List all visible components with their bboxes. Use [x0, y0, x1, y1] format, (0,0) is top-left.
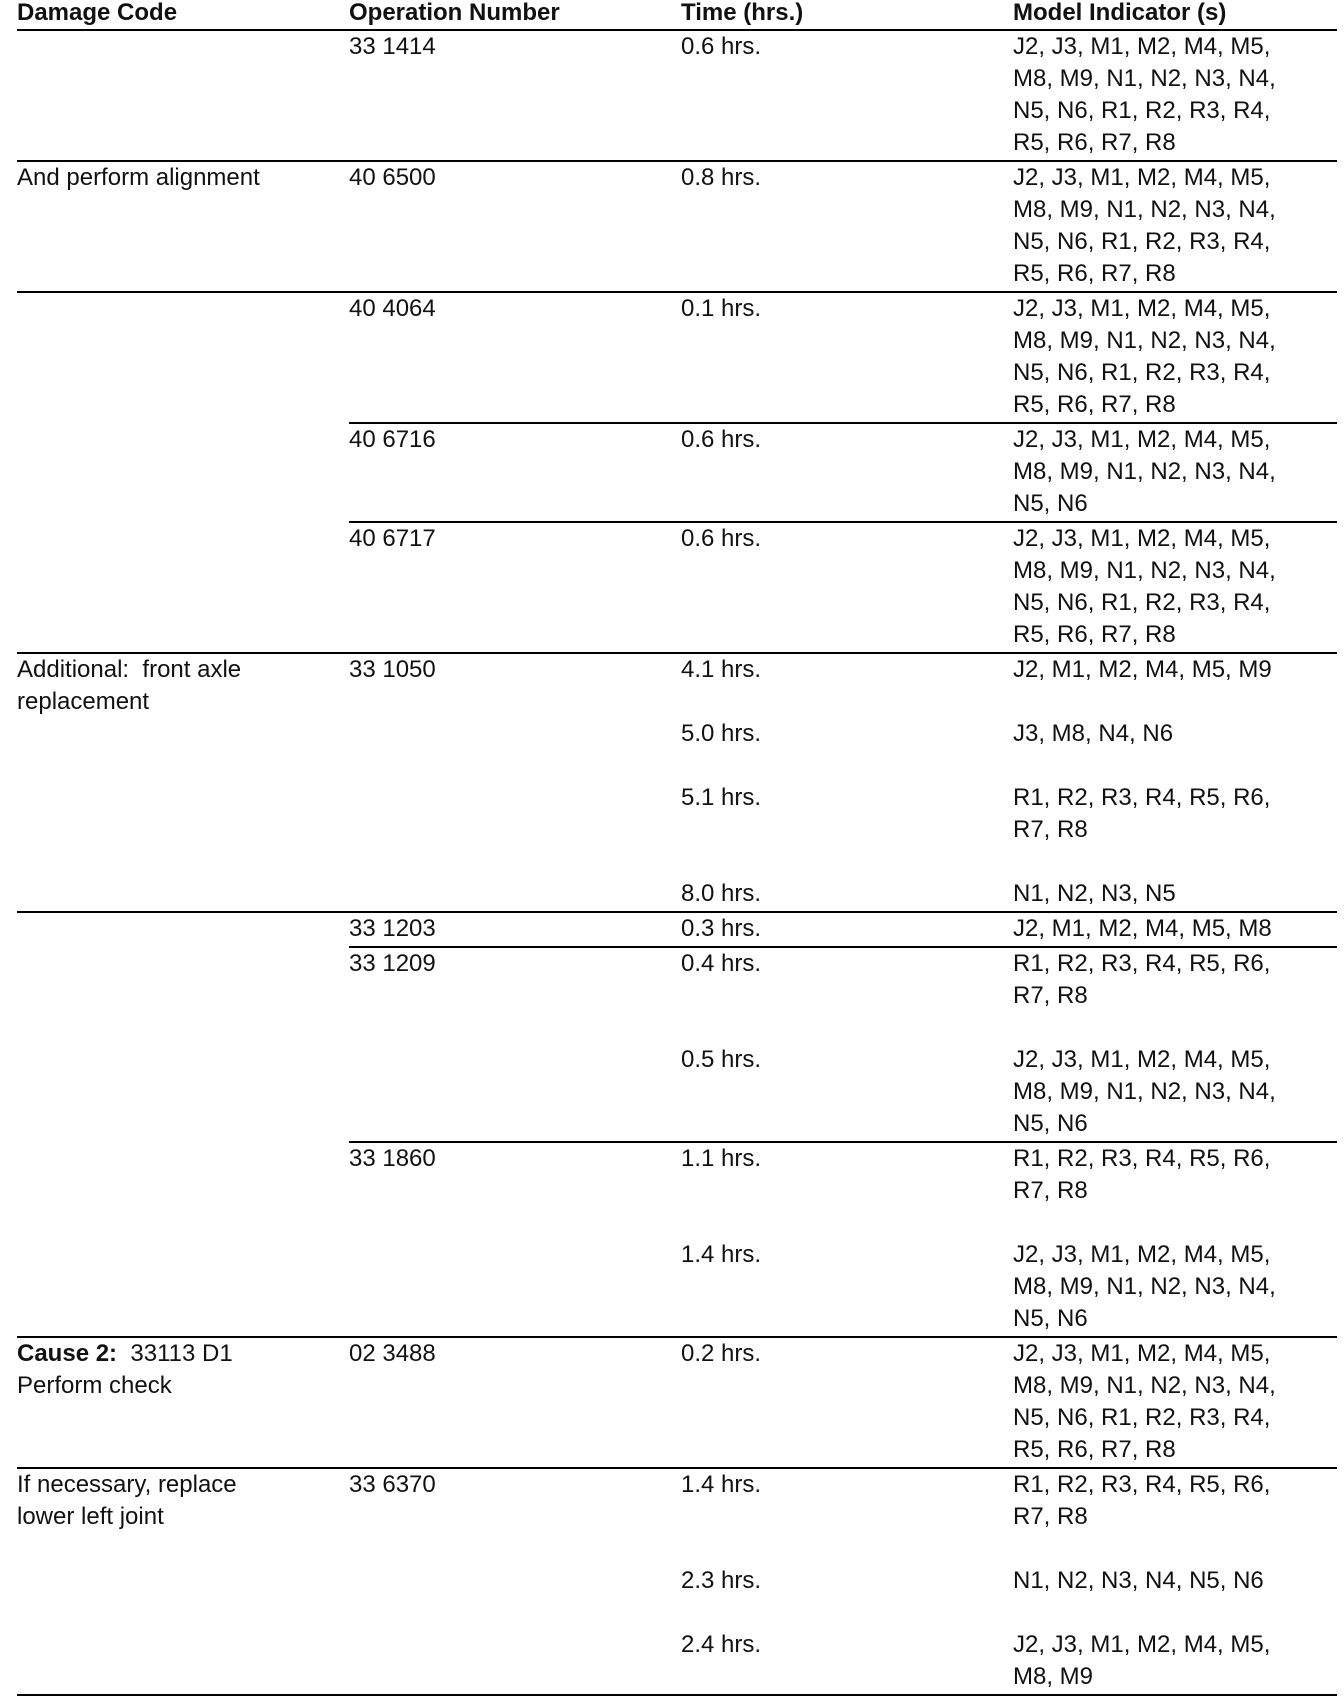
time-cell: 0.4 hrs. — [681, 950, 762, 977]
damage-code-cell — [17, 686, 149, 718]
operation-number-cell: 40 6717 — [349, 525, 436, 552]
time-cell: 0.2 hrs. — [681, 1340, 762, 1367]
header-operation-number: Operation Number — [349, 0, 560, 26]
model-indicator-line: R1, R2, R3, R4, R5, R6, — [1013, 784, 1271, 811]
damage-code-cell — [17, 1338, 233, 1370]
operation-number-cell: 02 3488 — [349, 1340, 436, 1367]
header-time: Time (hrs.) — [681, 0, 804, 26]
model-indicator-line: R5, R6, R7, R8 — [1013, 260, 1176, 287]
model-indicator-line: M8, M9, N1, N2, N3, N4, — [1013, 1273, 1276, 1300]
model-indicator-line: M8, M9, N1, N2, N3, N4, — [1013, 327, 1276, 354]
model-indicator-line: M8, M9, N1, N2, N3, N4, — [1013, 557, 1276, 584]
model-indicator-line: M8, M9, N1, N2, N3, N4, — [1013, 65, 1276, 92]
damage-code-text: 33113 D1 — [117, 1340, 233, 1367]
model-indicator-line: N5, N6, R1, R2, R3, R4, — [1013, 228, 1271, 255]
model-indicator-line: R1, R2, R3, R4, R5, R6, — [1013, 950, 1271, 977]
model-indicator-line: J2, J3, M1, M2, M4, M5, — [1013, 426, 1271, 453]
model-indicator-line: R5, R6, R7, R8 — [1013, 391, 1176, 418]
damage-code-text: lower left joint — [17, 1503, 164, 1530]
time-cell: 2.3 hrs. — [681, 1567, 762, 1594]
time-cell: 5.0 hrs. — [681, 720, 762, 747]
model-indicator-line: R1, R2, R3, R4, R5, R6, — [1013, 1145, 1271, 1172]
time-cell: 0.8 hrs. — [681, 164, 762, 191]
model-indicator-line: N5, N6, R1, R2, R3, R4, — [1013, 97, 1271, 124]
damage-code-cell — [17, 162, 260, 194]
model-indicator-line: R7, R8 — [1013, 1503, 1088, 1530]
model-indicator-line: N5, N6, R1, R2, R3, R4, — [1013, 589, 1271, 616]
time-cell: 1.4 hrs. — [681, 1241, 762, 1268]
model-indicator-line: N5, N6 — [1013, 1110, 1088, 1137]
model-indicator-line: R7, R8 — [1013, 816, 1088, 843]
operation-number-cell: 33 1860 — [349, 1145, 436, 1172]
time-cell: 0.6 hrs. — [681, 33, 762, 60]
model-indicator-line: J3, M8, N4, N6 — [1013, 720, 1174, 747]
model-indicator-line: M8, M9, N1, N2, N3, N4, — [1013, 196, 1276, 223]
damage-code-text: And perform alignment — [17, 164, 260, 191]
model-indicator-line: N5, N6, R1, R2, R3, R4, — [1013, 359, 1271, 386]
model-indicator-line: N5, N6 — [1013, 1305, 1088, 1332]
time-cell: 0.5 hrs. — [681, 1046, 762, 1073]
model-indicator-line: R5, R6, R7, R8 — [1013, 129, 1176, 156]
damage-code-text: replacement — [17, 688, 150, 715]
time-cell: 5.1 hrs. — [681, 784, 762, 811]
model-indicator-line: R5, R6, R7, R8 — [1013, 621, 1176, 648]
model-indicator-line: J2, J3, M1, M2, M4, M5, — [1013, 1241, 1271, 1268]
operation-number-cell: 33 6370 — [349, 1471, 436, 1498]
cause-label: Cause 2: — [17, 1340, 118, 1367]
model-indicator-line: M8, M9 — [1013, 1663, 1094, 1690]
model-indicator-line: J2, J3, M1, M2, M4, M5, — [1013, 1046, 1271, 1073]
model-indicator-line: M8, M9, N1, N2, N3, N4, — [1013, 1372, 1276, 1399]
time-cell: 4.1 hrs. — [681, 656, 762, 683]
model-indicator-line: J2, M1, M2, M4, M5, M8 — [1013, 915, 1272, 942]
time-cell: 0.6 hrs. — [681, 525, 762, 552]
damage-code-cell — [17, 1469, 237, 1501]
time-cell: 0.3 hrs. — [681, 915, 762, 942]
header-damage-code: Damage Code — [17, 0, 178, 26]
damage-code-text: Additional: front axle — [17, 656, 242, 683]
operation-number-cell: 33 1414 — [349, 33, 436, 60]
model-indicator-line: J2, J3, M1, M2, M4, M5, — [1013, 1340, 1271, 1367]
model-indicator-line: N1, N2, N3, N5 — [1013, 880, 1176, 907]
time-cell: 1.1 hrs. — [681, 1145, 762, 1172]
model-indicator-line: N5, N6 — [1013, 490, 1088, 517]
model-indicator-line: R7, R8 — [1013, 982, 1088, 1009]
time-cell: 2.4 hrs. — [681, 1631, 762, 1658]
model-indicator-line: J2, J3, M1, M2, M4, M5, — [1013, 164, 1271, 191]
model-indicator-line: M8, M9, N1, N2, N3, N4, — [1013, 1078, 1276, 1105]
model-indicator-line: R5, R6, R7, R8 — [1013, 1436, 1176, 1463]
model-indicator-line: J2, J3, M1, M2, M4, M5, — [1013, 525, 1271, 552]
damage-code-text: If necessary, replace — [17, 1471, 237, 1498]
operation-number-cell: 33 1050 — [349, 656, 436, 683]
time-cell: 0.6 hrs. — [681, 426, 762, 453]
time-cell: 8.0 hrs. — [681, 880, 762, 907]
model-indicator-line: J2, J3, M1, M2, M4, M5, — [1013, 295, 1271, 322]
time-cell: 1.4 hrs. — [681, 1471, 762, 1498]
operation-number-cell: 33 1209 — [349, 950, 436, 977]
model-indicator-line: N1, N2, N3, N4, N5, N6 — [1013, 1567, 1264, 1594]
model-indicator-line: M8, M9, N1, N2, N3, N4, — [1013, 458, 1276, 485]
model-indicator-line: J2, J3, M1, M2, M4, M5, — [1013, 1631, 1271, 1658]
operation-number-cell: 40 4064 — [349, 295, 436, 322]
time-cell: 0.1 hrs. — [681, 295, 762, 322]
damage-code-cell — [17, 654, 241, 686]
damage-code-text: Perform check — [17, 1372, 172, 1399]
model-indicator-line: R7, R8 — [1013, 1177, 1088, 1204]
damage-code-cell — [17, 1370, 172, 1402]
operation-number-cell: 40 6716 — [349, 426, 436, 453]
damage-code-cell — [17, 1501, 164, 1533]
header-model-indicator: Model Indicator (s) — [1013, 0, 1227, 26]
model-indicator-line: J2, J3, M1, M2, M4, M5, — [1013, 33, 1271, 60]
operation-number-cell: 33 1203 — [349, 915, 436, 942]
model-indicator-line: N5, N6, R1, R2, R3, R4, — [1013, 1404, 1271, 1431]
operation-number-cell: 40 6500 — [349, 164, 436, 191]
model-indicator-line: J2, M1, M2, M4, M5, M9 — [1013, 656, 1272, 683]
model-indicator-line: R1, R2, R3, R4, R5, R6, — [1013, 1471, 1271, 1498]
